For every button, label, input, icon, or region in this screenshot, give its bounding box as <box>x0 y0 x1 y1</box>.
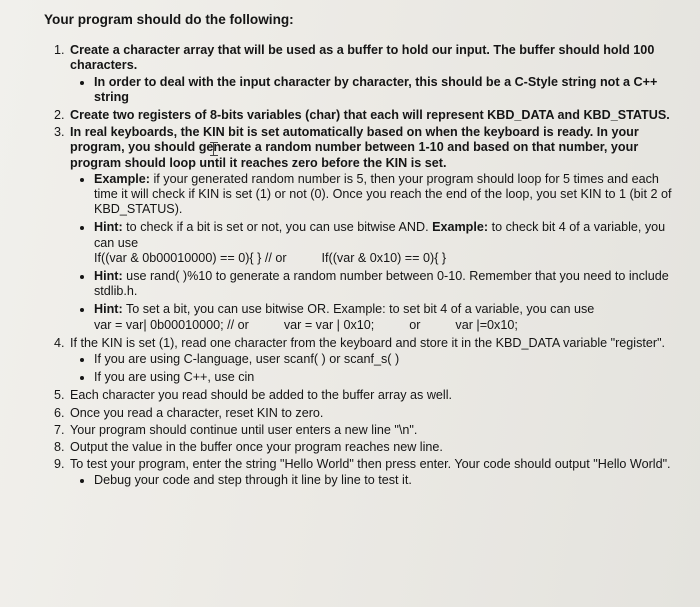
list-item <box>94 220 686 266</box>
example-label: Example: <box>432 220 489 235</box>
item-3-bullet-1: if your generated random number is 5, then your program should loop for 5 times and each time it will check if KIN is set (1) or not (0). Once you reach the end of the loop, you set KIN to 1 (bit 2 of KBD_STATUS). <box>94 171 672 217</box>
hint-label: Hint: <box>94 220 123 235</box>
list-item <box>68 108 686 123</box>
item-4-text: If the KIN is set (1), read one character from the keyboard and store it in the KBD_DATA variable "register". <box>70 335 666 350</box>
item-1-text: Create a character array that will be used as a buffer to hold our input. The buffer should hold 100 characters. <box>70 43 655 73</box>
list-item <box>94 269 686 299</box>
code-snippet: var = var| 0b00010000; // or var = var | 0x10; or var |=0x10; <box>94 317 518 332</box>
list-item <box>68 457 686 488</box>
list-item <box>94 370 686 385</box>
list-item <box>68 406 686 421</box>
item-9-bullet-1: Debug your code and step through it line by line to test it. <box>94 473 412 488</box>
sub-list <box>70 352 686 385</box>
item-1-bullet-1: In order to deal with the input character by character, this should be a C-Style string not a C++ string <box>94 74 658 104</box>
item-3-bullet-2: to check if a bit is set or not, you can use bitwise AND. <box>122 220 433 235</box>
list-item <box>68 43 686 105</box>
item-4-bullet-2: If you are using C++, use cin <box>94 370 255 385</box>
list-item <box>68 440 686 455</box>
list-item <box>68 336 686 386</box>
text-cursor-icon <box>213 142 215 156</box>
item-3-bullet-2-cont: to check bit 4 of a variable, you can use <box>94 220 666 250</box>
sub-list <box>70 473 686 488</box>
hint-label: Hint: <box>94 302 123 317</box>
item-5-text: Each character you read should be added to the buffer array as well. <box>70 388 453 403</box>
list-item <box>94 352 686 367</box>
item-8-text: Output the value in the buffer once your program reaches new line. <box>70 440 443 455</box>
list-item <box>94 172 686 218</box>
page-heading: Your program should do the following: <box>44 12 294 27</box>
hint-label: Hint: <box>94 269 123 284</box>
item-4-bullet-1: If you are using C-language, user scanf( ) or scanf_s( ) <box>94 352 400 367</box>
list-item <box>68 388 686 403</box>
item-3-bullet-4: To set a bit, you can use bitwise OR. Example: to set bit 4 of a variable, you can use <box>122 302 595 317</box>
code-snippet: If((var & 0b00010000) == 0){ } // or If((var & 0x10) == 0){ } <box>94 250 447 265</box>
list-item <box>94 473 686 488</box>
item-3-text: In real keyboards, the KIN bit is set automatically based on when the keyboard is ready. In your program, you should generate a random number between 1-10 and based on that number, your program should loop until it reaches zero before the KIN is set. <box>70 125 639 170</box>
instruction-list <box>44 43 686 488</box>
item-7-text: Your program should continue until user enters a new line "\n". <box>70 422 418 437</box>
example-label: Example: <box>94 171 150 186</box>
list-item <box>94 302 686 332</box>
list-item <box>68 125 686 333</box>
item-6-text: Once you read a character, reset KIN to zero. <box>70 405 324 420</box>
item-2-text: Create two registers of 8-bits variables (char) that each will represent KBD_DATA and KBD_STATUS. <box>70 108 670 123</box>
sub-list <box>70 75 686 105</box>
item-3-bullet-3: use rand( )%10 to generate a random number between 0-10. Remember that you need to include stdlib.h. <box>94 269 669 299</box>
list-item <box>68 423 686 438</box>
item-9-text: To test your program, enter the string "Hello World" then press enter. Your code should output "Hello World". <box>70 457 671 472</box>
list-item <box>94 75 686 105</box>
sub-list <box>70 172 686 333</box>
